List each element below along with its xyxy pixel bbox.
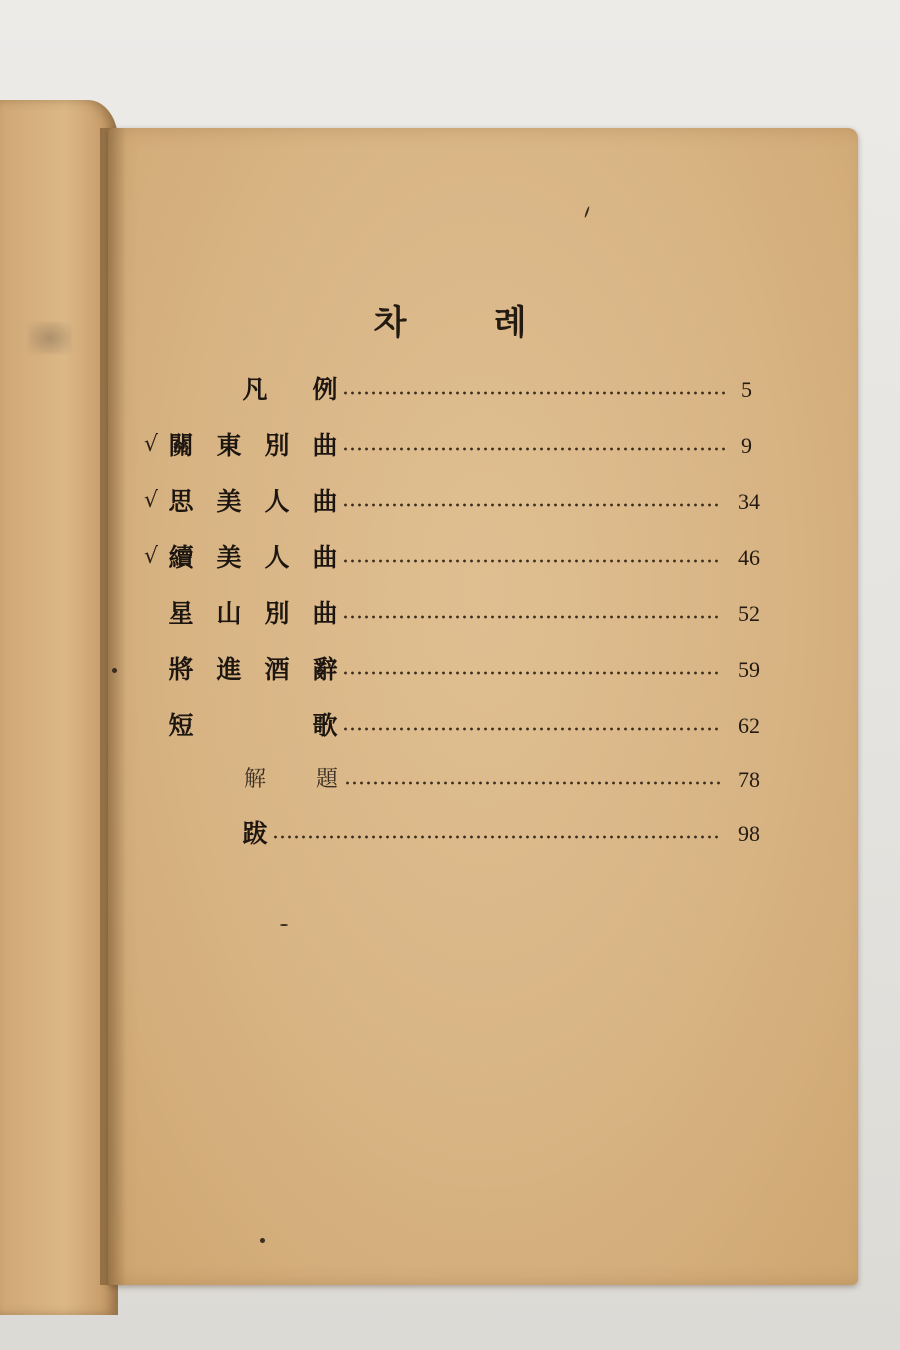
check-mark: √	[143, 544, 159, 569]
check-mark: √	[143, 488, 159, 513]
entry-char: 跋	[242, 819, 268, 848]
entry-char: 續	[168, 543, 194, 572]
entry-char: 關	[168, 431, 194, 460]
dot-leader	[342, 391, 728, 395]
page-number: 52	[738, 601, 760, 626]
entry-char: 題	[315, 767, 338, 792]
page-number: 9	[741, 433, 752, 458]
entry-char: 解	[243, 767, 266, 792]
page-number: 34	[738, 489, 760, 514]
entry-char: 酒	[264, 655, 290, 684]
dot-leader	[342, 671, 720, 675]
check-mark: √	[143, 432, 159, 457]
page-number: 46	[738, 545, 760, 570]
entry-char: 辭	[312, 655, 338, 684]
page-number: 98	[738, 821, 760, 846]
entry-char: 別	[264, 431, 290, 460]
entry-char: 凡	[242, 375, 268, 404]
dot-leader	[342, 727, 720, 731]
entry-char: 短	[168, 711, 194, 740]
entry-char: 曲	[312, 487, 338, 516]
entry-char: 別	[264, 599, 290, 628]
entry-char: 星	[168, 599, 194, 628]
dot-leader	[342, 559, 720, 563]
entry-char: 歌	[312, 711, 338, 740]
paper-speck	[280, 924, 288, 926]
entry-char: 將	[168, 655, 194, 684]
entry-char: 美	[216, 543, 242, 572]
entry-char: 曲	[312, 599, 338, 628]
title-char: 례	[493, 302, 527, 343]
dot-leader	[344, 781, 720, 785]
dot-leader	[342, 615, 720, 619]
dot-leader	[272, 835, 720, 839]
entry-char: 曲	[312, 431, 338, 460]
page-number: 62	[738, 713, 760, 738]
entry-char: 山	[216, 599, 242, 628]
entry-char: 人	[264, 543, 290, 572]
entry-char: 東	[216, 431, 242, 460]
page-number: 78	[738, 767, 760, 792]
entry-char: 曲	[312, 543, 338, 572]
dot-leader	[342, 503, 720, 507]
title-char: 차	[373, 302, 407, 343]
entry-char: 進	[216, 655, 242, 684]
paper-speck	[260, 1238, 265, 1243]
paper-speck	[112, 668, 117, 673]
page-number: 59	[738, 657, 760, 682]
dot-leader	[342, 447, 728, 451]
entry-char: 美	[216, 487, 242, 516]
page-number: 5	[741, 377, 752, 402]
entry-char: 人	[264, 487, 290, 516]
entry-char: 例	[312, 375, 338, 404]
entry-char: 思	[168, 487, 194, 516]
